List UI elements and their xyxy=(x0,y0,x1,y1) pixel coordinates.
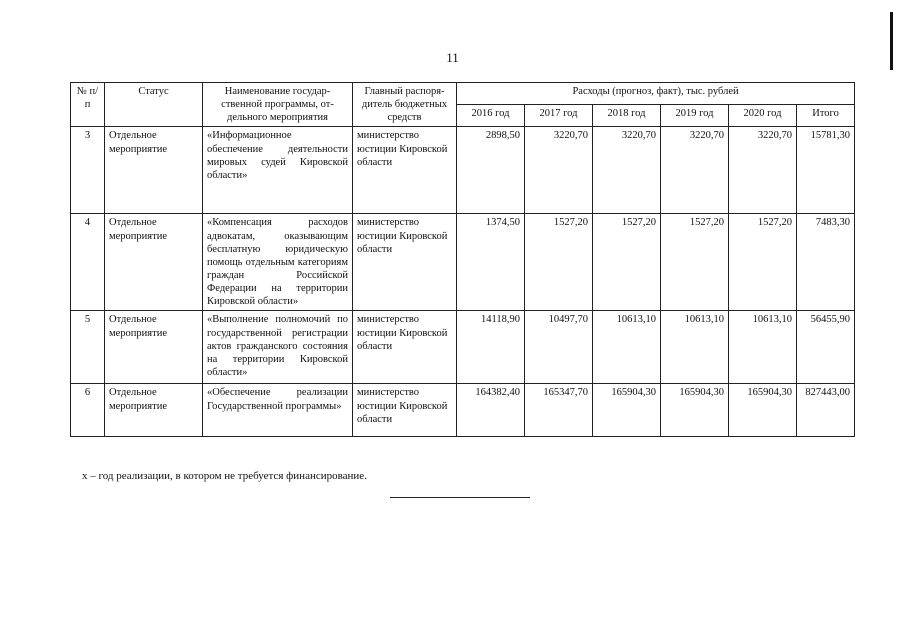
row-name: «Выполнение полномочий по государственной регистрации актов гражданского состояния на территории Кировской области» xyxy=(203,311,353,384)
footnote: х – год реализации, в котором не требуется финансирование. xyxy=(82,470,367,482)
row-manager: министерство юстиции Кировской области xyxy=(353,214,457,311)
row-value-2018: 165904,30 xyxy=(593,384,661,437)
row-value-2019: 10613,10 xyxy=(661,311,729,384)
table-row xyxy=(71,311,855,384)
header-program: Наименование государ-ственной программы, от-дельного мероприятия xyxy=(203,83,353,127)
page-number: 11 xyxy=(446,50,459,65)
row-manager: министерство юстиции Кировской области xyxy=(353,311,457,384)
row-status: Отдельное мероприятие xyxy=(105,311,203,384)
row-value-2019: 165904,30 xyxy=(661,384,729,437)
header-num: № п/п xyxy=(71,83,105,127)
header-year-2018: 2018 год xyxy=(593,105,661,127)
row-value-2019: 3220,70 xyxy=(661,127,729,214)
row-num: 6 xyxy=(71,384,105,437)
row-value-2020: 165904,30 xyxy=(729,384,797,437)
header-year-2019: 2019 год xyxy=(661,105,729,127)
scan-edge-mark xyxy=(890,12,893,70)
row-value-2018: 3220,70 xyxy=(593,127,661,214)
header-expenses: Расходы (прогноз, факт), тыс. рублей xyxy=(457,83,855,105)
row-num: 3 xyxy=(71,127,105,214)
row-value-2019: 1527,20 xyxy=(661,214,729,311)
row-num: 4 xyxy=(71,214,105,311)
row-value-2016: 2898,50 xyxy=(457,127,525,214)
row-name: «Компенсация расходов адвокатам, оказывающим бесплатную юридическую помощь отдельным категориям граждан Российской Федерации на территории Кировской области» xyxy=(203,214,353,311)
row-value-2016: 1374,50 xyxy=(457,214,525,311)
table-row xyxy=(71,127,855,214)
header-total: Итого xyxy=(797,105,855,127)
row-value-2018: 1527,20 xyxy=(593,214,661,311)
end-rule xyxy=(390,497,530,498)
row-name: «Обеспечение реализации Государственной программы» xyxy=(203,384,353,437)
row-value-2017: 1527,20 xyxy=(525,214,593,311)
row-value-total: 56455,90 xyxy=(797,311,855,384)
header-year-2016: 2016 год xyxy=(457,105,525,127)
header-manager: Главный распоря-дитель бюджетных средств xyxy=(353,83,457,127)
row-status: Отдельное мероприятие xyxy=(105,127,203,214)
row-value-2020: 1527,20 xyxy=(729,214,797,311)
row-value-2017: 165347,70 xyxy=(525,384,593,437)
row-value-2017: 3220,70 xyxy=(525,127,593,214)
row-value-2016: 164382,40 xyxy=(457,384,525,437)
row-value-total: 7483,30 xyxy=(797,214,855,311)
row-num: 5 xyxy=(71,311,105,384)
row-value-2016: 14118,90 xyxy=(457,311,525,384)
header-year-2020: 2020 год xyxy=(729,105,797,127)
header-status: Статус xyxy=(105,83,203,127)
row-value-total: 827443,00 xyxy=(797,384,855,437)
row-value-2017: 10497,70 xyxy=(525,311,593,384)
row-value-2018: 10613,10 xyxy=(593,311,661,384)
row-status: Отдельное мероприятие xyxy=(105,384,203,437)
header-year-2017: 2017 год xyxy=(525,105,593,127)
row-value-2020: 3220,70 xyxy=(729,127,797,214)
row-manager: министерство юстиции Кировской области xyxy=(353,127,457,214)
expenses-table xyxy=(70,82,855,437)
row-value-2020: 10613,10 xyxy=(729,311,797,384)
row-status: Отдельное мероприятие xyxy=(105,214,203,311)
table-row xyxy=(71,214,855,311)
table-row xyxy=(71,384,855,437)
row-value-total: 15781,30 xyxy=(797,127,855,214)
row-manager: министерство юстиции Кировской области xyxy=(353,384,457,437)
row-name: «Информационное обеспечение деятельности мировых судей Кировской области» xyxy=(203,127,353,214)
